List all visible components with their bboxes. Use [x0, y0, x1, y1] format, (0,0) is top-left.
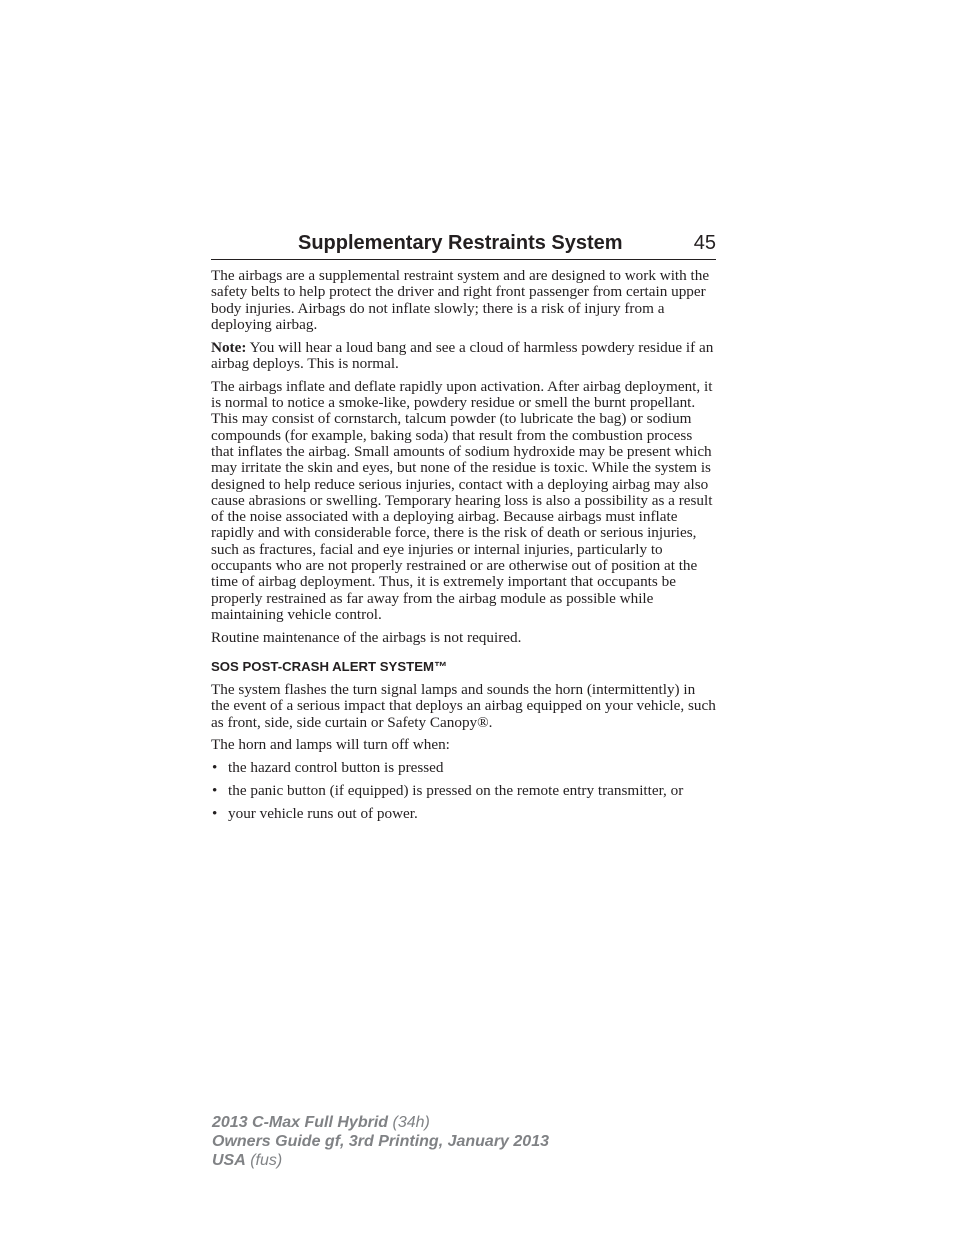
sos-paragraph: The system flashes the turn signal lamps and sounds the horn (intermittently) in the event of a serious impact that deploys an airbag equipped on your vehicle, such as front, side, side curtain or Safety Canopy®.	[211, 681, 716, 731]
note-label: Note:	[211, 338, 247, 356]
footer-model-code: (34h)	[388, 1114, 430, 1131]
list-item-text: the panic button (if equipped) is pressed on the remote entry transmitter, or	[228, 782, 684, 800]
bullet-icon: •	[212, 804, 218, 822]
main-content	[211, 268, 717, 829]
sos-heading: SOS POST-CRASH ALERT SYSTEM™	[211, 659, 448, 675]
footer-guide-line	[212, 1132, 549, 1151]
intro-paragraph: The airbags are a supplemental restraint system and are designed to work with the safety belts to help protect the driver and right front passenger from certain upper body injuries. Airbags do not inflate slowly; there is a risk of injury from a deploying airbag.	[211, 267, 710, 333]
list-item	[211, 806, 717, 822]
footer-region-code: (fus)	[245, 1152, 283, 1169]
footer-model-line	[212, 1113, 549, 1132]
note-paragraph	[211, 340, 717, 373]
section-title: Supplementary Restraints System	[298, 232, 623, 254]
bullet-icon: •	[212, 782, 218, 800]
bullet-icon: •	[212, 759, 218, 777]
list-item	[211, 783, 717, 799]
footer-region-line	[212, 1151, 549, 1170]
list-item	[211, 760, 717, 776]
footer-guide: Owners Guide gf, 3rd Printing, January 2013	[212, 1133, 549, 1150]
maintenance-paragraph: Routine maintenance of the airbags is not required.	[211, 628, 522, 646]
turn-off-list	[211, 760, 717, 822]
list-item-text: your vehicle runs out of power.	[228, 804, 418, 822]
page-footer	[212, 1113, 549, 1170]
page-number: 45	[693, 232, 716, 254]
deployment-paragraph: The airbags inflate and deflate rapidly upon activation. After airbag deployment, it is normal to notice a smoke-like, powdery residue or smell the burnt propellant. This may consist of cornstarch, talcum powder (to lubricate the bag) or sodium compounds (for example, baking soda) that result from the combustion process that inflates the airbag. Small amounts of sodium hydroxide may be present which may irritate the skin and eyes, but none of the residue is toxic. While the system is designed to help reduce serious injuries, contact with a deploying airbag may also cause abrasions or swelling. Temporary hearing loss is also a possibility as a result of the noise associated with a deploying airbag. Because airbags must inflate rapidly and with considerable force, there is the risk of death or serious injuries, such as fractures, facial and eye injuries or internal injuries, particularly to occupants who are not properly restrained or are otherwise out of position at the time of airbag deployment. Thus, it is extremely important that occupants be properly restrained as far away from the airbag module as possible while maintaining vehicle control.	[211, 377, 713, 623]
note-text: You will hear a loud bang and see a cloud of harmless powdery residue if an airbag deploys. This is normal.	[211, 338, 714, 372]
footer-model: 2013 C-Max Full Hybrid	[212, 1114, 389, 1131]
footer-region: USA	[212, 1152, 246, 1169]
sos-turn-off-paragraph: The horn and lamps will turn off when:	[211, 736, 450, 754]
page-header	[211, 229, 716, 260]
list-item-text: the hazard control button is pressed	[228, 759, 444, 777]
